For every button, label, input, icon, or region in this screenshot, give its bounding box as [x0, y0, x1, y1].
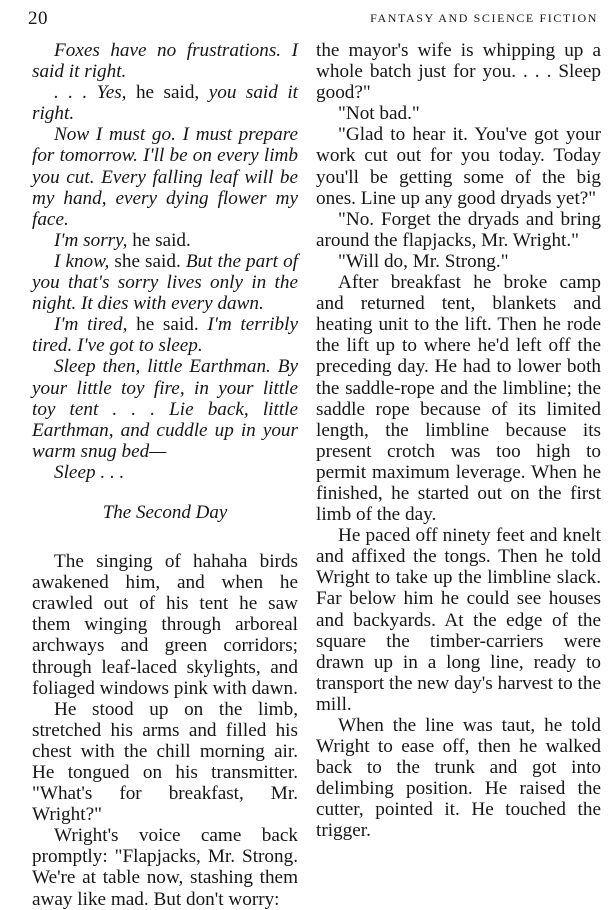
paragraph: "No. Forget the dryads and bring around the flapjacks, Mr. Wright.": [316, 208, 601, 251]
paragraph: "Will do, Mr. Strong.": [338, 250, 509, 272]
page-number: 20: [28, 8, 48, 29]
section-heading: The Second Day: [102, 501, 228, 523]
paragraph: [32, 314, 298, 356]
text-run: he said.: [127, 314, 208, 336]
right-column: [316, 40, 601, 842]
paragraph: [32, 230, 298, 251]
text-run: I'm tired,: [54, 314, 128, 336]
text-run: . . . Yes,: [54, 82, 127, 104]
paragraph: The singing of hahaha birds awakened him, and when he crawled out of his tent he saw them winging through arboreal archways and green corridors; through leaf-laced skylights, and foliaged windows pink with dawn.: [32, 551, 298, 699]
text-run: But the part of you that's sorry lives only in the night. It dies with every dawn.: [32, 250, 298, 315]
left-column: [32, 40, 298, 910]
text-run: he said,: [126, 82, 209, 104]
paragraph: Foxes have no frustrations. I said it right.: [32, 40, 298, 83]
paragraph: He paced off ninety feet and knelt and affixed the tongs. Then he told Wright to take up the limbline slack. Far below him he could see houses and backyards. At the edge of the square the timber-carriers were drawn up in a long line, ready to transport the new day's harvest to the mill.: [316, 525, 601, 715]
paragraph: "Glad to hear it. You've got your work cut out for you today. Today you'll be getting some of the big ones. Line up any good dryads yet?": [316, 124, 601, 209]
text-run: I'm sorry,: [54, 229, 128, 251]
paragraph: Now I must go. I must prepare for tomorrow. I'll be on every limb you cut. Every falling leaf will be my hand, every dying flower my face.: [32, 124, 298, 230]
paragraph: "Not bad.": [338, 103, 420, 125]
text-run: I'm terribly tired. I've got to sleep.: [32, 314, 298, 357]
paragraph: After breakfast he broke camp and returned tent, blankets and heating unit to the lift. Then he rode the lift up to where he'd left off the preceding day. He had to lower both the saddle-rope and the limbline; the saddle rope because of its limited length, the limbline because its present crotch was too high to permit maximum leverage. When he finished, he started out on the first limb of the day.: [316, 272, 601, 526]
paragraph: the mayor's wife is whipping up a whole batch just for you. . . . Sleep good?": [316, 40, 601, 104]
text-run: I know,: [54, 250, 110, 272]
text-run: she said.: [109, 250, 186, 272]
running-head: FANTASY AND SCIENCE FICTION: [370, 11, 598, 25]
text-run: he said.: [127, 229, 191, 251]
paragraph: Sleep . . .: [54, 461, 125, 483]
paragraph: Sleep then, little Earthman. By your little toy fire, in your little toy tent . . . Lie back, little Earthman, and cuddle up in your warm snug bed—: [32, 356, 298, 462]
paragraph: When the line was taut, he told Wright to ease off, then he walked back to the trunk and got into delimbing position. He raised the cutter, pointed it. He touched the trigger.: [316, 715, 601, 842]
paragraph: [32, 251, 298, 314]
text-run: you said it right.: [32, 82, 298, 125]
paragraph: Wright's voice came back promptly: "Flapjacks, Mr. Strong. We're at table now, stashing them away like mad. But don't worry:: [32, 825, 298, 910]
paragraph: [32, 82, 298, 124]
paragraph: He stood up on the limb, stretched his arms and filled his chest with the chill morning air. He tongued on his transmitter. "What's for breakfast, Mr. Wright?": [32, 698, 298, 826]
